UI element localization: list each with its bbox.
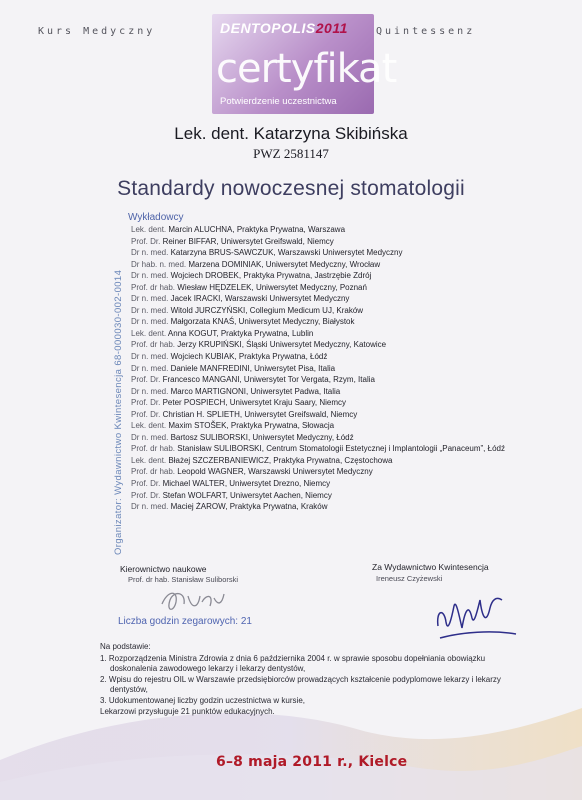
lecturer-item — [131, 374, 571, 386]
lecturer-item — [131, 339, 571, 351]
lecturer-details: Katarzyna BRUS-SAWCZUK, Warszawski Uniwersytet Medyczny — [170, 248, 403, 258]
legal-basis — [100, 642, 530, 717]
lecturer-details: Francesco MANGANI, Uniwersytet Tor Vergata, Rzym, Italia — [162, 375, 375, 385]
lecturer-details: Błażej SZCZERBANIEWICZ, Praktyka Prywatna, Częstochowa — [168, 455, 393, 465]
lecturer-title: Dr n. med. — [131, 317, 169, 327]
basis-item-2-cont: dentystów, — [110, 685, 148, 695]
lecturer-details: Wiesław HĘDZELEK, Uniwersytet Medyczny, Poznań — [177, 282, 367, 292]
lecturer-item — [131, 466, 571, 478]
certificate-logo — [212, 14, 397, 114]
lecturer-details: Christian H. SPLIETH, Uniwersytet Greifswald, Niemcy — [162, 409, 358, 419]
lecturer-item — [131, 432, 571, 444]
lecturer-item — [131, 363, 571, 375]
lecturer-title: Dr n. med. — [131, 502, 169, 512]
basis-item-2: 2. Wpisu do rejestru OIL w Warszawie przedsiębiorców prowadzących kształcenie podyplomowe lekarzy i lekarzy — [100, 674, 501, 684]
lecturer-item — [131, 247, 571, 259]
lecturer-title: Prof. Dr. — [131, 479, 161, 489]
lecturer-title: Prof. Dr. — [131, 236, 161, 246]
recipient-name: Lek. dent. Katarzyna Skibińska — [174, 124, 408, 143]
lecturer-details: Wojciech DROBEK, Praktyka Prywatna, Jastrzębie Zdrój — [170, 271, 372, 281]
course-title: Standardy nowoczesnej stomatologii — [117, 177, 465, 200]
lecturer-details: Marco MARTIGNONI, Uniwersytet Padwa, Italia — [170, 386, 341, 396]
lecturers-list — [131, 224, 571, 513]
signature-left — [158, 584, 228, 618]
hours-count: Liczba godzin zegarowych: 21 — [118, 616, 252, 627]
scientific-director-name: Prof. dr hab. Stanisław Suliborski — [128, 575, 239, 584]
lecturer-title: Lek. dent. — [131, 421, 167, 431]
brand-year: 2011 — [315, 20, 348, 36]
lecturer-item — [131, 236, 571, 248]
lecturer-details: Anna KOGUT, Praktyka Prywatna, Lublin — [167, 328, 314, 338]
lecturer-title: Dr n. med. — [131, 363, 169, 373]
event-date-location: 6–8 maja 2011 r., Kielce — [216, 754, 408, 770]
lecturer-details: Wojciech KUBIAK, Praktyka Prywatna, Łódź — [170, 352, 328, 362]
lecturer-title: Prof. Dr. — [131, 409, 161, 419]
signature-right — [432, 586, 522, 646]
course-label-right: Quintessenz — [376, 26, 476, 37]
lecturer-details: Marzena DOMINIAK, Uniwersytet Medyczny, Wrocław — [188, 259, 381, 269]
scientific-direction-label: Kierownictwo naukowe — [120, 564, 207, 574]
lecturer-details: Witold JURCZYŃSKI, Collegium Medicum UJ, Kraków — [170, 305, 364, 315]
basis-intro: Na podstawie: — [100, 642, 151, 651]
lecturer-item — [131, 420, 571, 432]
lecturer-title: Lek. dent. — [131, 455, 167, 465]
lecturer-details: Michael WALTER, Uniwersytet Drezno, Niemcy — [162, 479, 331, 489]
lecturer-item — [131, 293, 571, 305]
lecturer-title: Prof. Dr. — [131, 490, 161, 500]
lecturer-title: Dr n. med. — [131, 352, 169, 362]
lecturer-title: Dr n. med. — [131, 248, 169, 258]
lecturer-item — [131, 282, 571, 294]
lecturer-details: Reiner BIFFAR, Uniwersytet Greifswald, Niemcy — [162, 236, 334, 246]
basis-item-1-cont: doskonalenia zawodowego lekarzy i lekarzy dentystów, — [110, 664, 306, 674]
lecturer-title: Dr n. med. — [131, 271, 169, 281]
certificate-title: certyfikat — [216, 46, 397, 92]
lecturer-item — [131, 386, 571, 398]
lecturer-item — [131, 443, 571, 455]
lecturer-title: Dr n. med. — [131, 294, 169, 304]
lecturer-title: Prof. Dr. — [131, 398, 161, 408]
lecturer-details: Leopold WAGNER, Warszawski Uniwersytet Medyczny — [177, 467, 373, 477]
lecturer-details: Marcin ALUCHNA, Praktyka Prywatna, Warszawa — [168, 225, 346, 234]
lecturer-details: Małgorzata KNAŚ, Uniwersytet Medyczny, Białystok — [170, 317, 355, 327]
course-label-left: Kurs Medyczny — [38, 26, 156, 37]
lecturer-item — [131, 490, 571, 502]
lecturer-item — [131, 259, 571, 271]
lecturer-item — [131, 328, 571, 340]
lecturer-item — [131, 224, 571, 236]
education-points: Lekarzowi przysługuje 21 punktów edukacyjnych. — [100, 706, 275, 716]
lecturer-title: Prof. dr hab. — [131, 340, 176, 350]
lecturer-details: Maxim STOŠEK, Praktyka Prywatna, Słowacja — [168, 421, 335, 431]
lecturer-details: Bartosz SULIBORSKI, Uniwersytet Medyczny, Łódź — [170, 432, 354, 442]
lecturer-title: Lek. dent. — [131, 225, 167, 234]
lecturer-title: Dr n. med. — [131, 305, 169, 315]
lecturer-item — [131, 397, 571, 409]
lecturer-title: Dr n. med. — [131, 432, 169, 442]
organizer-note: Organizator: Wydawnictwo Kwintesencja 68-000030-002-0014 — [113, 269, 124, 555]
lecturer-title: Prof. Dr. — [131, 375, 161, 385]
lecturer-title: Lek. dent. — [131, 328, 167, 338]
publisher-representative-name: Ireneusz Czyżewski — [376, 574, 443, 583]
recipient-pwz: PWZ 2581147 — [253, 146, 329, 161]
brand-name: DENTOPOLIS2011 — [220, 20, 348, 36]
lecturer-item — [131, 305, 571, 317]
lecturer-title: Dr n. med. — [131, 386, 169, 396]
lecturer-item — [131, 478, 571, 490]
lecturer-item — [131, 351, 571, 363]
lecturer-title: Dr hab. n. med. — [131, 259, 187, 269]
lecturer-item — [131, 270, 571, 282]
lecturer-details: Daniele MANFREDINI, Uniwersytet Pisa, Italia — [170, 363, 336, 373]
lecturer-details: Maciej ŻAROW, Praktyka Prywatna, Kraków — [170, 502, 328, 512]
lecturer-title: Prof. dr hab. — [131, 467, 176, 477]
lecturer-item — [131, 409, 571, 421]
lecturer-title: Prof. dr hab. — [131, 282, 176, 292]
lecturer-title: Prof. dr hab. — [131, 444, 176, 454]
publisher-label: Za Wydawnictwo Kwintesencja — [372, 562, 489, 572]
lecturer-item — [131, 455, 571, 467]
lecturer-details: Stanisław SULIBORSKI, Centrum Stomatologii Estetycznej i Implantologii „Panaceum”, Łódź — [177, 444, 505, 454]
basis-item-1: 1. Rozporządzenia Ministra Zdrowia z dnia 6 października 2004 r. w sprawie sposobu dopełniania obowiązku — [100, 653, 486, 663]
lecturer-details: Stefan WOLFART, Uniwersytet Aachen, Niemcy — [162, 490, 332, 500]
lecturer-details: Peter POSPIECH, Uniwersytet Kraju Saary, Niemcy — [162, 398, 347, 408]
basis-item-3: 3. Udokumentowanej liczby godzin uczestnictwa w kursie, — [100, 695, 305, 705]
lecturers-heading: Wykładowcy — [128, 212, 184, 223]
lecturer-details: Jacek IRACKI, Warszawski Uniwersytet Medyczny — [170, 294, 350, 304]
certificate-subtitle: Potwierdzenie uczestnictwa — [220, 96, 337, 107]
lecturer-item — [131, 316, 571, 328]
lecturer-details: Jerzy KRUPIŃSKI, Śląski Uniwersytet Medyczny, Katowice — [177, 340, 387, 350]
lecturer-item — [131, 501, 571, 513]
